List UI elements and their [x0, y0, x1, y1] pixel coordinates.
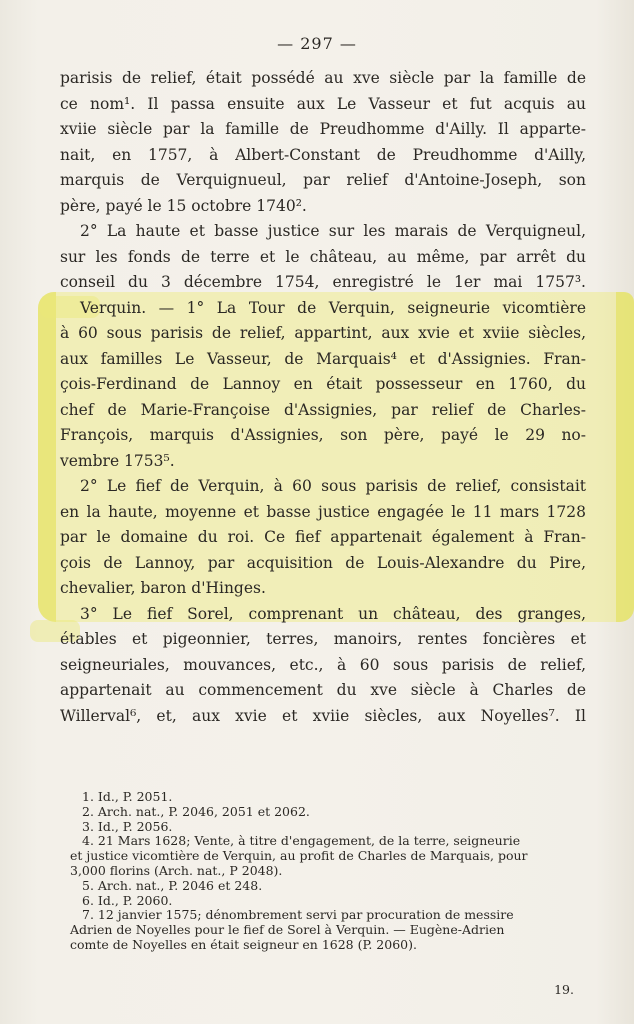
body-line: seigneuriales, mouvances, etc., à 60 sous parisis de relief,	[60, 655, 586, 674]
body-line: Verquin. — 1° La Tour de Verquin, seigneurie vicomtière	[80, 298, 586, 317]
body-line: 2° Le fief de Verquin, à 60 sous parisis de relief, consistait	[80, 477, 586, 495]
body-line: à 60 sous parisis de relief, appartint, aux xvie et xviie siècles,	[60, 324, 586, 342]
footnote: 5. Arch. nat., P. 2046 et 248.	[82, 877, 263, 893]
body-line: chevalier, baron d'Hinges.	[60, 579, 266, 597]
body-line: marquis de Verquignueul, par relief d'Antoine-Joseph, son	[60, 171, 586, 189]
body-line: étables et pigeonnier, terres, manoirs, rentes foncières et	[60, 630, 586, 648]
body-line: aux familles Le Vasseur, de Marquais⁴ et d'Assignies. Fran-	[60, 349, 586, 368]
body-line: en la haute, moyenne et basse justice engagée le 11 mars 1728	[60, 502, 586, 521]
page-folio: — 297 —	[277, 34, 357, 53]
body-line: parisis de relief, était possédé au xve siècle par la famille de	[60, 69, 586, 87]
footnote-continuation: Adrien de Noyelles pour le fief de Sorel à Verquin. — Eugène-Adrien	[70, 922, 505, 938]
body-line: conseil du 3 décembre 1754, enregistré le 1er mai 1757³.	[60, 273, 586, 291]
signature-mark: 19.	[554, 982, 574, 997]
footnote: 4. 21 Mars 1628; Vente, à titre d'engagement, de la terre, seigneurie	[82, 833, 521, 849]
footnote-continuation: comte de Noyelles en était seigneur en 1628 (P. 2060).	[70, 936, 417, 952]
body-line: ce nom¹. Il passa ensuite aux Le Vasseur et fut acquis au	[60, 94, 586, 113]
body-line: çois-Ferdinand de Lannoy en était possesseur en 1760, du	[60, 375, 586, 393]
body-line: çois de Lannoy, par acquisition de Louis-Alexandre du Pire,	[60, 553, 586, 572]
footnote: 3. Id., P. 2056.	[82, 818, 173, 834]
footnote: 6. Id., P. 2060.	[82, 892, 173, 908]
footnote: 7. 12 janvier 1575; dénombrement servi par procuration de messire	[82, 907, 514, 923]
body-line: père, payé le 15 octobre 1740².	[60, 196, 307, 215]
body-line: 3° Le fief Sorel, comprenant un château, des granges,	[80, 604, 586, 623]
body-line: François, marquis d'Assignies, son père, payé le 29 no-	[60, 426, 586, 444]
body-line: xviie siècle par la famille de Preudhomme d'Ailly. Il apparte-	[60, 120, 586, 138]
footnote: 1. Id., P. 2051.	[82, 789, 173, 804]
body-line: sur les fonds de terre et le château, au même, par arrêt du	[60, 247, 586, 266]
footnotes	[70, 789, 586, 953]
body-line: 2° La haute et basse justice sur les marais de Verquigneul,	[80, 222, 586, 240]
footnote-continuation: 3,000 florins (Arch. nat., P 2048).	[70, 862, 283, 878]
body-line: vembre 1753⁵.	[60, 451, 175, 470]
body-line: Willerval⁶, et, aux xvie et xviie siècles, aux Noyelles⁷. Il	[60, 706, 586, 725]
body-line: appartenait au commencement du xve siècle à Charles de	[60, 681, 586, 699]
main-text	[60, 66, 586, 729]
body-line: par le domaine du roi. Ce fief appartenait également à Fran-	[60, 528, 586, 546]
body-line: chef de Marie-Françoise d'Assignies, par relief de Charles-	[60, 400, 586, 419]
body-line: nait, en 1757, à Albert-Constant de Preudhomme d'Ailly,	[60, 145, 586, 164]
footnote-continuation: et justice vicomtière de Verquin, au profit de Charles de Marquais, pour	[70, 848, 528, 864]
footnote: 2. Arch. nat., P. 2046, 2051 et 2062.	[82, 803, 310, 819]
